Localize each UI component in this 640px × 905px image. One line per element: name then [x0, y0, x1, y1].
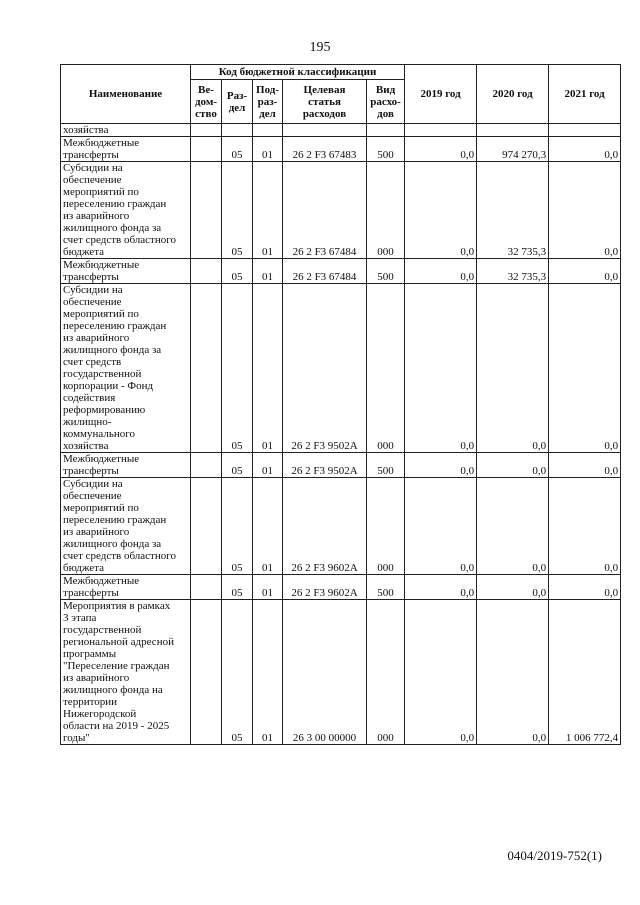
cell-vedomstvo: [191, 284, 222, 453]
cell-2021: 1 006 772,4: [549, 600, 621, 745]
cell-razdel: 05: [222, 137, 253, 162]
cell-vedomstvo: [191, 124, 222, 137]
table-row: [61, 124, 621, 137]
cell-2021: 0,0: [549, 575, 621, 600]
cell-vid: 500: [367, 259, 405, 284]
cell-celevaya: 26 3 00 00000: [283, 600, 367, 745]
cell-2019: 0,0: [405, 162, 477, 259]
cell-2019: 0,0: [405, 575, 477, 600]
cell-podrazdel: 01: [253, 478, 283, 575]
cell-vid: 000: [367, 284, 405, 453]
document-code: 0404/2019-752(1): [507, 848, 602, 863]
cell-2020: 0,0: [477, 478, 549, 575]
cell-razdel: 05: [222, 284, 253, 453]
cell-2021: 0,0: [549, 478, 621, 575]
cell-podrazdel: 01: [253, 575, 283, 600]
cell-vid: 000: [367, 600, 405, 745]
header-2021: 2021 год: [549, 65, 621, 124]
cell-name: Субсидии на обеспечение мероприятий по переселению граждан из аварийного жилищного фонда за счет средств государственной корпорации - Фонд содействия реформированию жилищно- коммунального хозяйства: [61, 284, 191, 453]
cell-razdel: 05: [222, 453, 253, 478]
header-2020: 2020 год: [477, 65, 549, 124]
cell-celevaya: 26 2 F3 67483: [283, 137, 367, 162]
cell-podrazdel: 01: [253, 600, 283, 745]
cell-vedomstvo: [191, 137, 222, 162]
cell-podrazdel: [253, 124, 283, 137]
cell-razdel: 05: [222, 259, 253, 284]
cell-razdel: 05: [222, 162, 253, 259]
cell-2020: 974 270,3: [477, 137, 549, 162]
cell-name: Межбюджетные трансферты: [61, 259, 191, 284]
cell-name: Межбюджетные трансферты: [61, 575, 191, 600]
cell-celevaya: 26 2 F3 9602A: [283, 575, 367, 600]
cell-vedomstvo: [191, 600, 222, 745]
cell-podrazdel: 01: [253, 259, 283, 284]
table-row: [61, 284, 621, 453]
cell-2021: 0,0: [549, 162, 621, 259]
cell-celevaya: 26 2 F3 67484: [283, 162, 367, 259]
header-name: Наименование: [61, 65, 191, 124]
header-celevaya: Целевая статья расходов: [283, 80, 367, 124]
cell-vedomstvo: [191, 575, 222, 600]
cell-2020: 0,0: [477, 575, 549, 600]
cell-vedomstvo: [191, 453, 222, 478]
cell-2019: [405, 124, 477, 137]
cell-2021: [549, 124, 621, 137]
cell-celevaya: 26 2 F3 9502A: [283, 284, 367, 453]
cell-name: Мероприятия в рамках 3 этапа государственной региональной адресной программы "Переселение граждан из аварийного жилищного фонда на территории Нижегородской области на 2019 - 2025 годы": [61, 600, 191, 745]
cell-vid: 500: [367, 575, 405, 600]
table-row: [61, 600, 621, 745]
header-code-group: Код бюджетной классификации: [191, 65, 405, 80]
cell-celevaya: [283, 124, 367, 137]
table-row: [61, 162, 621, 259]
cell-2020: 0,0: [477, 453, 549, 478]
cell-name: Межбюджетные трансферты: [61, 453, 191, 478]
cell-2020: 32 735,3: [477, 162, 549, 259]
header-vid: Вид расхо- дов: [367, 80, 405, 124]
cell-2020: [477, 124, 549, 137]
cell-vedomstvo: [191, 478, 222, 575]
cell-2020: 0,0: [477, 284, 549, 453]
table-body: [61, 124, 621, 745]
cell-2019: 0,0: [405, 284, 477, 453]
table-row: [61, 575, 621, 600]
header-razdel: Раз- дел: [222, 80, 253, 124]
cell-vedomstvo: [191, 259, 222, 284]
table-row: [61, 453, 621, 478]
cell-2021: 0,0: [549, 284, 621, 453]
cell-celevaya: 26 2 F3 67484: [283, 259, 367, 284]
header-2019: 2019 год: [405, 65, 477, 124]
cell-2021: 0,0: [549, 259, 621, 284]
table-header: [61, 65, 621, 124]
cell-vedomstvo: [191, 162, 222, 259]
cell-razdel: 05: [222, 575, 253, 600]
cell-name: Субсидии на обеспечение мероприятий по переселению граждан из аварийного жилищного фонда за счет средств областного бюджета: [61, 162, 191, 259]
cell-2019: 0,0: [405, 137, 477, 162]
cell-razdel: [222, 124, 253, 137]
cell-vid: 000: [367, 478, 405, 575]
table-row: [61, 259, 621, 284]
cell-2021: 0,0: [549, 137, 621, 162]
cell-2019: 0,0: [405, 600, 477, 745]
cell-podrazdel: 01: [253, 453, 283, 478]
cell-2019: 0,0: [405, 453, 477, 478]
cell-razdel: 05: [222, 600, 253, 745]
cell-2020: 0,0: [477, 600, 549, 745]
cell-podrazdel: 01: [253, 137, 283, 162]
table-row: [61, 478, 621, 575]
header-vedomstvo: Ве- дом- ство: [191, 80, 222, 124]
cell-2019: 0,0: [405, 478, 477, 575]
cell-name: хозяйства: [61, 124, 191, 137]
cell-podrazdel: 01: [253, 284, 283, 453]
cell-vid: 500: [367, 137, 405, 162]
cell-podrazdel: 01: [253, 162, 283, 259]
cell-2020: 32 735,3: [477, 259, 549, 284]
cell-razdel: 05: [222, 478, 253, 575]
cell-celevaya: 26 2 F3 9602A: [283, 478, 367, 575]
cell-2019: 0,0: [405, 259, 477, 284]
header-podrazdel: Под- раз- дел: [253, 80, 283, 124]
page-number: 195: [309, 40, 331, 55]
cell-name: Субсидии на обеспечение мероприятий по переселению граждан из аварийного жилищного фонда за счет средств областного бюджета: [61, 478, 191, 575]
budget-table: [60, 64, 621, 745]
cell-vid: 000: [367, 162, 405, 259]
cell-celevaya: 26 2 F3 9502A: [283, 453, 367, 478]
cell-vid: 500: [367, 453, 405, 478]
cell-vid: [367, 124, 405, 137]
cell-name: Межбюджетные трансферты: [61, 137, 191, 162]
table-row: [61, 137, 621, 162]
cell-2021: 0,0: [549, 453, 621, 478]
